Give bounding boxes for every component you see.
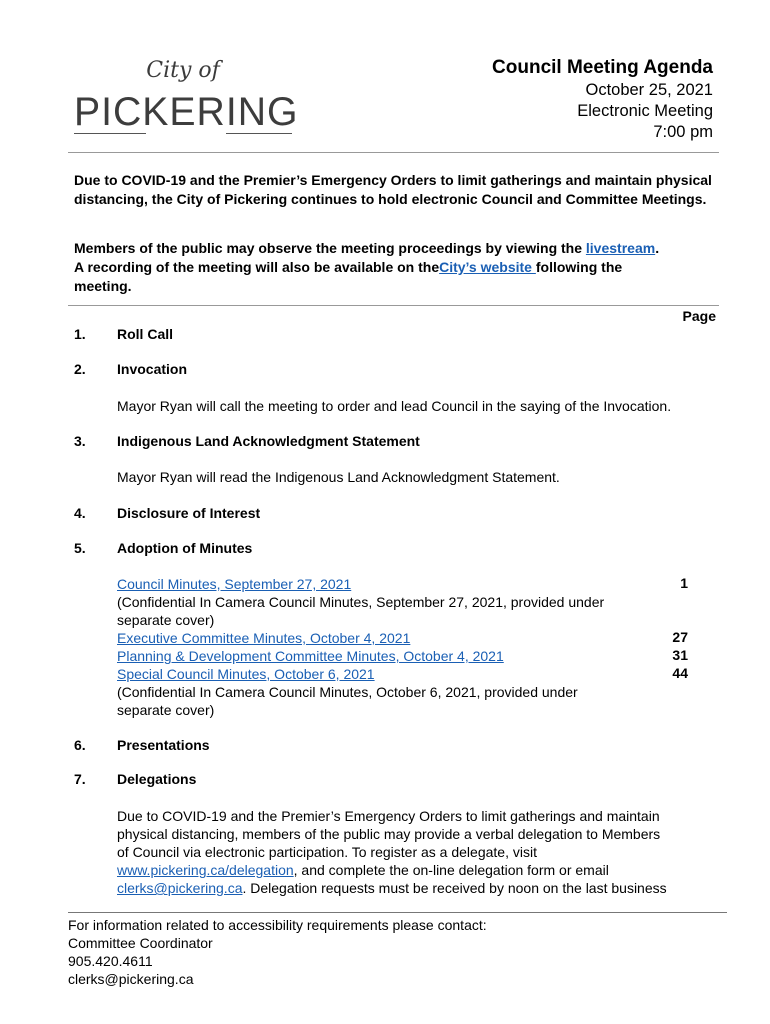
delegations-body — [117, 807, 717, 897]
item-title-delegations: Delegations — [117, 771, 197, 787]
covid-notice: Due to COVID-19 and the Premier’s Emergency Orders to limit gatherings and maintain physical distancing, the City of Pickering continues to hold electronic Council and Committee Meetings. — [74, 172, 712, 207]
observe-notice — [74, 239, 714, 296]
item-title-adoption-of-minutes: Adoption of Minutes — [117, 540, 253, 556]
page-number: 31 — [672, 647, 688, 663]
item-body-invocation: Mayor Ryan will call the meeting to order and lead Council in the saying of the Invocation. — [117, 398, 672, 414]
recording-text: A recording of the meeting will also be available on the — [74, 259, 440, 275]
logo-pickering: PICKERING — [74, 90, 299, 134]
city-website-link[interactable]: City’s website — [439, 259, 536, 275]
special-council-minutes-link[interactable]: Special Council Minutes, October 6, 2021 — [117, 666, 375, 682]
council-minutes-sep27-link[interactable]: Council Minutes, September 27, 2021 — [117, 576, 352, 592]
delegations-line: Due to COVID-19 and the Premier’s Emergency Orders to limit gatherings and maintain — [117, 808, 660, 824]
planning-development-minutes-link[interactable]: Planning & Development Committee Minutes, October 4, 2021 — [117, 648, 504, 664]
delegations-line: physical distancing, members of the public may provide a verbal delegation to Members — [117, 826, 661, 842]
page-number: 44 — [672, 665, 688, 681]
delegations-line: , and complete the on-line delegation form or email — [293, 862, 609, 878]
delegations-line: . Delegation requests must be received by noon on the last business — [242, 880, 667, 896]
meeting-date: October 25, 2021 — [585, 81, 713, 99]
item-number: 4. — [74, 505, 86, 521]
item-title-invocation: Invocation — [117, 361, 188, 377]
executive-committee-minutes-link[interactable]: Executive Committee Minutes, October 4, 2021 — [117, 630, 411, 646]
page-number: 27 — [672, 629, 688, 645]
item-number: 7. — [74, 771, 86, 787]
item-number: 2. — [74, 361, 86, 377]
footer-line: For information related to accessibility requirements please contact: — [68, 917, 487, 933]
item-title-roll-call: Roll Call — [117, 326, 174, 342]
logo-city-of: City of — [146, 58, 220, 83]
accessibility-footer — [68, 916, 487, 988]
header-divider — [68, 152, 719, 153]
delegation-page-link[interactable]: www.pickering.ca/delegation — [117, 862, 294, 878]
minutes-note: (Confidential In Camera Council Minutes, September 27, 2021, provided under — [117, 594, 605, 610]
item-title-presentations: Presentations — [117, 737, 210, 753]
footer-phone: 905.420.4611 — [68, 953, 153, 969]
recording-text-end: following the — [535, 259, 623, 275]
page-number: 1 — [680, 575, 688, 591]
meeting-time: 7:00 pm — [653, 123, 713, 141]
page-title: Council Meeting Agenda — [492, 57, 713, 78]
livestream-link[interactable]: livestream — [585, 240, 656, 256]
minutes-note: separate cover) — [117, 612, 215, 628]
minutes-note: separate cover) — [117, 702, 215, 718]
footer-line: Committee Coordinator — [68, 935, 213, 951]
recording-text-final: meeting. — [74, 278, 132, 294]
minutes-list — [117, 575, 717, 719]
clerks-email-link[interactable]: clerks@pickering.ca — [117, 880, 243, 896]
item-number: 3. — [74, 433, 86, 449]
item-number: 6. — [74, 737, 86, 753]
minutes-note: (Confidential In Camera Council Minutes, October 6, 2021, provided under — [117, 684, 578, 700]
observe-period: . — [655, 240, 660, 256]
item-number: 5. — [74, 540, 86, 556]
observe-text: Members of the public may observe the meeting proceedings by viewing the — [74, 240, 586, 256]
item-title-disclosure: Disclosure of Interest — [117, 505, 261, 521]
page-column-header: Page — [682, 308, 716, 324]
intro-divider — [68, 305, 719, 306]
item-title-land-acknowledgment: Indigenous Land Acknowledgment Statement — [117, 433, 420, 449]
footer-divider — [68, 912, 727, 913]
item-number: 1. — [74, 326, 86, 342]
delegations-line: of Council via electronic participation. To register as a delegate, visit — [117, 844, 537, 860]
footer-email: clerks@pickering.ca — [68, 971, 194, 987]
meeting-type: Electronic Meeting — [577, 102, 713, 120]
item-body-land-acknowledgment: Mayor Ryan will read the Indigenous Land Acknowledgment Statement. — [117, 469, 560, 485]
